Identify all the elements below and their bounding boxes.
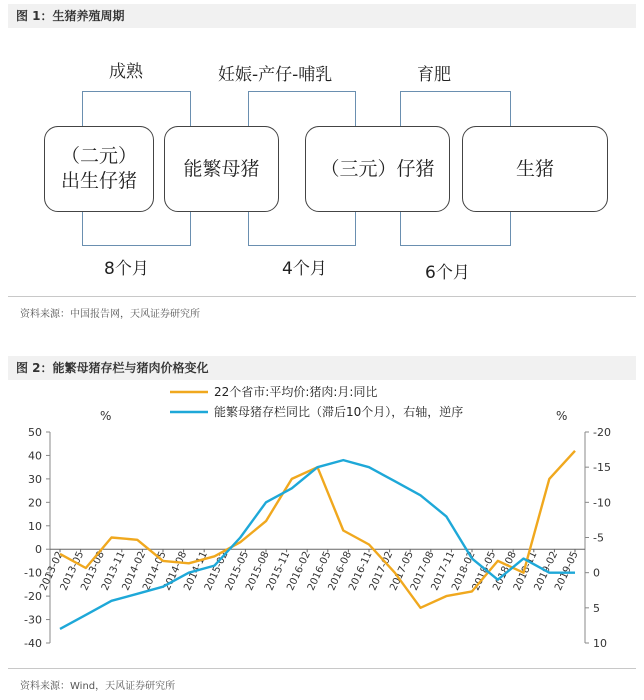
x-tick-label: 2016-05 — [305, 549, 334, 593]
right-tick-label: 10 — [593, 637, 607, 650]
x-tick-label: 2014-08 — [161, 549, 190, 593]
duration-label-2: 4个月 — [282, 259, 327, 279]
duration-label-3: 6个月 — [425, 263, 470, 283]
right-tick-label: 0 — [593, 566, 600, 580]
x-tick-label: 2017-08 — [408, 549, 437, 593]
x-tick-label: 2018-08 — [491, 549, 519, 593]
bracket-bottom-1 — [82, 212, 191, 246]
right-tick-label: -20 — [593, 426, 611, 439]
x-tick-label: 2018-11 — [511, 549, 540, 593]
left-tick-label: -10 — [24, 566, 42, 580]
stage-box-born-piglet — [44, 126, 154, 212]
x-tick-label: 2016-08 — [326, 549, 355, 593]
x-tick-label: 2017-11 — [429, 549, 458, 593]
x-tick-label: 2019-05 — [553, 549, 581, 593]
box-line-1: （三元）仔猪 — [320, 157, 435, 180]
series-line-2 — [60, 460, 575, 629]
x-tick-label: 2015-05 — [223, 549, 252, 593]
x-tick-label: 2018-02 — [450, 549, 478, 593]
figure1-source: 资料来源：中国报告网，天风证券研究所 — [20, 309, 200, 320]
bracket-bottom-3 — [400, 212, 511, 246]
left-tick-label: -40 — [24, 637, 42, 650]
stage-box-hog — [462, 126, 608, 212]
stage-label-gestation: 妊娠-产仔-哺乳 — [218, 65, 333, 85]
chart-svg — [0, 380, 644, 700]
right-tick-label: -10 — [593, 496, 611, 510]
figure2-title: 图 2：能繁母猪存栏与猪肉价格变化 — [8, 356, 636, 380]
left-tick-label: 0 — [35, 543, 42, 557]
x-tick-label: 2015-08 — [244, 549, 272, 593]
x-tick-label: 2013-05 — [58, 549, 87, 593]
bracket-bottom-2 — [248, 212, 356, 246]
legend-label-1: 22个省市:平均价:猪肉:月:同比 — [214, 385, 378, 399]
x-tick-label: 2015-11 — [264, 549, 293, 593]
left-tick-label: -30 — [24, 613, 42, 627]
bracket-top-1 — [82, 91, 191, 126]
box-line-2: 出生仔猪 — [60, 170, 137, 192]
figure1-panel — [0, 0, 644, 330]
x-tick-label: 2014-11 — [182, 549, 210, 593]
right-unit-label: % — [556, 409, 568, 423]
figure2-source: 资料来源：Wind，天风证券研究所 — [20, 681, 176, 692]
box-line-1: 能繁母猪 — [183, 157, 260, 180]
bracket-top-2 — [248, 91, 356, 126]
x-tick-label: 2013-11 — [99, 549, 128, 593]
duration-label-1: 8个月 — [104, 259, 149, 279]
box-line-1: （二元） — [60, 145, 137, 168]
stage-label-maturity: 成熟 — [109, 62, 143, 82]
left-tick-label: 10 — [28, 519, 42, 533]
left-tick-label: 40 — [28, 449, 42, 463]
x-tick-label: 2014-05 — [141, 549, 169, 593]
right-tick-label: -5 — [593, 531, 604, 545]
x-tick-label: 2015-02 — [202, 549, 231, 593]
stage-box-sow — [164, 126, 279, 212]
x-tick-label: 2013-02 — [38, 549, 66, 593]
right-tick-label: -15 — [593, 461, 611, 475]
figure2-panel — [0, 346, 644, 700]
left-tick-label: 50 — [28, 426, 42, 439]
x-tick-label: 2014-02 — [120, 549, 149, 593]
x-tick-label: 2017-05 — [388, 549, 416, 593]
left-tick-label: -20 — [24, 590, 42, 604]
x-tick-label: 2016-11 — [347, 549, 375, 593]
right-tick-label: 5 — [593, 601, 600, 615]
left-tick-label: 30 — [28, 472, 42, 486]
stage-label-fattening: 育肥 — [417, 65, 451, 85]
legend-label-2: 能繁母猪存栏同比（滞后10个月），右轴，逆序 — [214, 405, 464, 419]
left-unit-label: % — [100, 409, 112, 423]
x-tick-label: 2017-02 — [367, 549, 396, 593]
figure1-title: 图 1：生猪养殖周期 — [8, 4, 636, 28]
x-tick-label: 2018-05 — [470, 549, 499, 593]
stage-box-ternary-piglet — [305, 126, 450, 212]
bracket-top-3 — [400, 91, 511, 126]
left-tick-label: 20 — [28, 496, 42, 510]
x-tick-label: 2013-08 — [79, 549, 107, 593]
x-tick-label: 2016-02 — [285, 549, 313, 593]
box-line-1: 生猪 — [515, 157, 554, 180]
figure1-divider — [8, 296, 636, 297]
x-tick-label: 2019-02 — [532, 549, 561, 593]
figure2-divider — [8, 668, 636, 669]
